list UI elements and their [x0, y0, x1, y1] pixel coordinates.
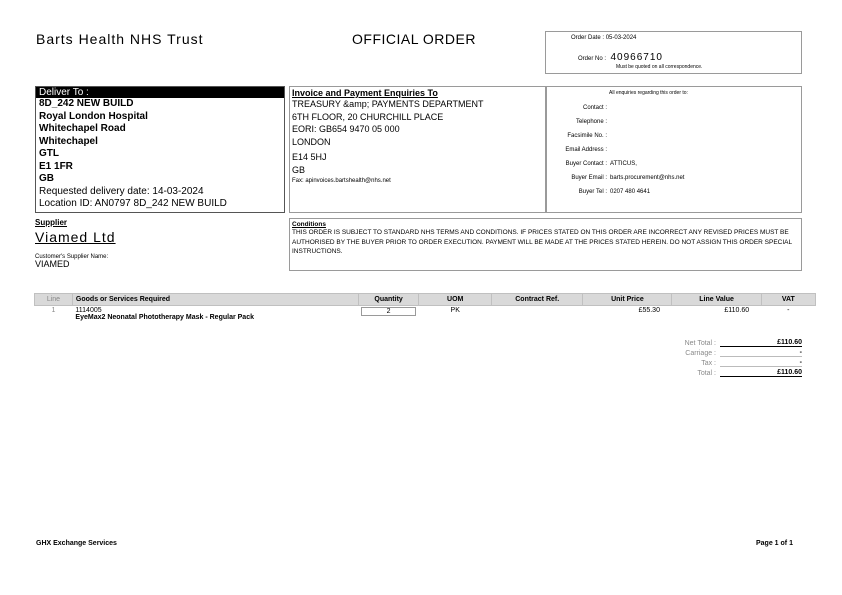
order-date-row [571, 35, 636, 41]
customer-supplier-name: VIAMED [35, 259, 70, 269]
carriage-label: Carriage : [685, 350, 716, 357]
net-total-value: £110.60 [720, 339, 802, 347]
totals-block [656, 337, 802, 377]
deliver-line: Whitechapel Road [39, 123, 126, 134]
total-label: Total : [697, 370, 716, 377]
enquiry-label: Email Address : [565, 147, 607, 153]
enquiry-value [607, 129, 610, 143]
enquiry-label: Contact : [582, 105, 607, 111]
conditions-text: THIS ORDER IS SUBJECT TO STANDARD NHS TERMS AND CONDITIONS. IF PRICES STATED ON THIS ORDER ARE INCORRECT ANY REVISED PRICES MUST BE AUTHORISED BY THE BUYER PRIOR TO ORDER EXECUTION. PAYMENT WILL BE MADE AT THE PRICES STATED HEREIN. DO NOT ASSIGN THIS ORDER SPECIAL INSTRUCTIONS. [292, 229, 792, 255]
enquiry-value: 0207 480 4641 [610, 189, 651, 195]
cell-vat: - [787, 307, 790, 314]
tax-value: - [720, 359, 802, 367]
supplier-header: Supplier [35, 218, 68, 227]
invoice-line: TREASURY &amp; PAYMENTS DEPARTMENT [292, 99, 484, 109]
col-quantity: Quantity [358, 294, 418, 306]
item-code: 1114005 [75, 307, 102, 314]
order-date-value: 05-03-2024 [605, 35, 637, 41]
cell-line-value: £110.60 [724, 307, 750, 314]
invoice-header: Invoice and Payment Enquiries To [292, 88, 438, 98]
deliver-to-box [35, 86, 285, 213]
document-title: OFFICIAL ORDER [352, 31, 476, 47]
net-total-label: Net Total : [684, 340, 716, 347]
trust-name: Barts Health NHS Trust [36, 31, 204, 47]
invoice-line: GB [292, 164, 306, 175]
location-id: Location ID: AN0797 8D_242 NEW BUILD [39, 198, 227, 209]
enquiry-row [547, 129, 797, 143]
enquiries-note: All enquiries regarding this order to: [609, 90, 688, 96]
cell-uom: PK [450, 307, 460, 314]
col-unit-price: Unit Price [583, 294, 672, 306]
enquiry-row [547, 101, 797, 115]
cell-contract-ref [492, 306, 583, 323]
col-line-value: Line Value [672, 294, 761, 306]
cell-unit-price: £55.30 [638, 307, 660, 314]
enquiry-row [547, 115, 797, 129]
cell-line: 1 [51, 307, 56, 314]
item-description: EyeMax2 Neonatal Phototherapy Mask - Regular Pack [75, 314, 254, 321]
enquiry-row [547, 171, 797, 185]
enquiry-row [547, 157, 797, 171]
enquiry-value [607, 143, 610, 157]
order-date-label: Order Date : [571, 35, 605, 41]
supplier-box [35, 218, 285, 276]
order-info-box [545, 31, 802, 74]
customer-supplier-label: Customer's Supplier Name: [35, 254, 109, 260]
order-no-row [578, 47, 663, 65]
enquiry-value [607, 115, 610, 129]
cell-goods [72, 306, 358, 323]
col-contract-ref: Contract Ref. [492, 294, 583, 306]
enquiry-value: ATTICUS, [610, 161, 637, 167]
invoice-line: LONDON [292, 136, 331, 147]
invoice-box [289, 86, 546, 213]
quantity-value: 2 [361, 307, 415, 316]
invoice-fax: Fax: apinvoices.bartshealth@nhs.net [292, 178, 391, 184]
table-header-row [35, 294, 816, 306]
supplier-name: Viamed Ltd [35, 229, 116, 245]
requested-delivery-date: Requested delivery date: 14-03-2024 [39, 185, 204, 197]
deliver-line: Royal London Hospital [39, 110, 148, 122]
total-value: £110.60 [720, 369, 802, 377]
table-row [35, 306, 816, 323]
enquiry-label: Buyer Email : [571, 175, 607, 181]
invoice-line: 6TH FLOOR, 20 CHURCHILL PLACE [292, 111, 444, 122]
enquiry-value: barts.procurement@nhs.net [610, 175, 685, 181]
order-no-label: Order No : [578, 56, 607, 62]
invoice-line: E14 5HJ [292, 152, 327, 162]
enquiry-value [607, 101, 610, 115]
quote-note: Must be quoted on all correspondence. [616, 64, 703, 70]
enquiry-label: Facsimile No. : [567, 133, 607, 139]
totals-row [656, 357, 802, 367]
order-lines-table [34, 293, 816, 322]
deliver-line: E1 1FR [39, 160, 73, 172]
col-uom: UOM [419, 294, 492, 306]
deliver-line: GTL [39, 148, 59, 159]
cell-quantity [358, 306, 418, 323]
enquiries-box [546, 86, 802, 213]
tax-label: Tax : [701, 360, 716, 367]
col-line: Line [35, 294, 73, 306]
conditions-header: Conditions [292, 221, 326, 228]
order-no-value: 40966710 [610, 52, 663, 63]
footer-provider: GHX Exchange Services [36, 540, 117, 547]
deliver-line: Whitechapel [39, 135, 98, 147]
page-number: Page 1 of 1 [756, 540, 793, 547]
invoice-line: EORI: GB654 9470 05 000 [292, 124, 400, 134]
totals-row [656, 367, 802, 377]
enquiry-label: Buyer Tel : [578, 189, 607, 195]
enquiry-label: Buyer Contact : [565, 161, 607, 167]
carriage-value: - [720, 349, 802, 357]
col-goods: Goods or Services Required [72, 294, 358, 306]
enquiry-row [547, 143, 797, 157]
enquiries-rows [547, 101, 797, 199]
deliver-line: GB [39, 173, 54, 184]
col-vat: VAT [761, 294, 815, 306]
deliver-to-header: Deliver To : [36, 87, 284, 98]
totals-row [656, 347, 802, 357]
enquiry-row [547, 185, 797, 199]
enquiry-label: Telephone : [575, 119, 607, 125]
conditions-box [289, 218, 802, 271]
totals-row [656, 337, 802, 347]
deliver-line: 8D_242 NEW BUILD [39, 98, 134, 109]
